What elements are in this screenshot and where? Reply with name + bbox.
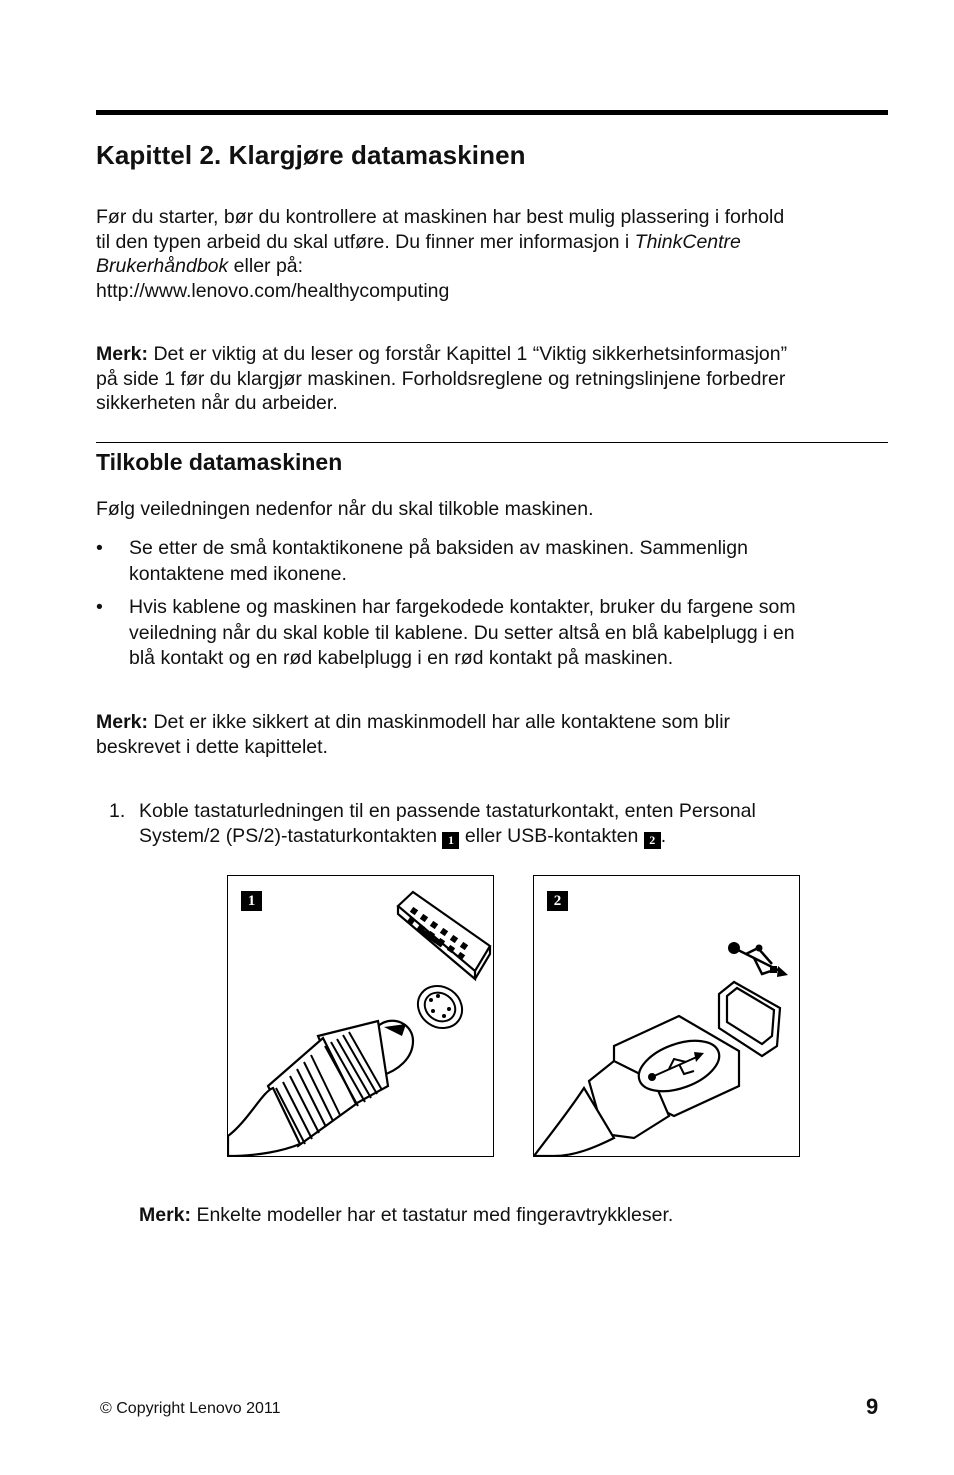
intro-text-2: eller på: [228, 255, 304, 277]
note-1-label: Merk: [96, 343, 149, 365]
figure-badge-1: 1 [241, 891, 262, 911]
intro-paragraph [96, 205, 896, 303]
note-3-text: Enkelte modeller har et tastatur med fingeravtrykkleser. [191, 1204, 674, 1226]
page-number: 9 [866, 1394, 879, 1419]
figure-usb [533, 875, 800, 1157]
step-1-line-2 [139, 824, 869, 849]
footer-copyright: © Copyright Lenovo 2011 [100, 1400, 281, 1417]
note-1-line-2: på side 1 før du klargjør maskinen. Forholdsreglene og retningslinjene forbedrer [96, 367, 786, 390]
note-1-line-1 [96, 342, 896, 367]
intro-text: til den typen arbeid du skal utføre. Du finner mer informasjon i [96, 230, 635, 253]
chapter-title: Kapittel 2. Klargjøre datamaskinen [96, 140, 526, 170]
note-2-text: Det er ikke sikkert at din maskinmodell har alle kontaktene som blir [148, 711, 731, 733]
step-1-text-b: eller USB-kontakten [459, 824, 644, 847]
note-2 [96, 710, 896, 759]
note-1-text: Det er viktig at du leser og forstår Kapittel 1 “Viktig sikkerhetsinformasjon” [148, 343, 788, 365]
top-rule [96, 110, 888, 115]
intro-line-2 [96, 230, 896, 255]
note-3-label: Merk: [139, 1204, 192, 1226]
step-number: 1. [109, 800, 126, 822]
list-item-line: blå kontakt og en rød kabelplugg i en rød kontakt på maskinen. [129, 647, 674, 669]
intro-italic-title: ThinkCentre [634, 230, 741, 253]
list-item-line: Se etter de små kontaktikonene på baksiden av maskinen. Sammenlign [129, 537, 748, 559]
section-intro: Følg veiledningen nedenfor når du skal tilkoble maskinen. [96, 498, 594, 520]
step-1 [109, 799, 869, 849]
intro-italic-title-2: Brukerhåndbok [96, 255, 229, 277]
bullet-list [96, 536, 896, 680]
intro-line-1: Før du starter, bør du kontrollere at maskinen har best mulig plassering i forhold [96, 206, 785, 228]
usb-connector-icon [534, 876, 799, 1156]
note-2-label: Merk: [96, 711, 149, 733]
note-3 [139, 1203, 673, 1228]
step-1-text [109, 799, 869, 849]
note-1 [96, 342, 896, 416]
step-1-text-end: . [660, 824, 667, 847]
step-1-line-1: Koble tastaturledningen til en passende tastaturkontakt, enten Personal [139, 800, 756, 822]
ps2-keyboard-connector-icon [228, 876, 493, 1156]
figure-ps2 [227, 875, 494, 1157]
note-1-line-3: sikkerheten når du arbeider. [96, 392, 338, 414]
note-2-line-2: beskrevet i dette kapittelet. [96, 735, 328, 758]
bullet-symbol: • [96, 537, 103, 559]
intro-line-3 [96, 254, 896, 279]
section-title: Tilkoble datamaskinen [96, 449, 343, 475]
list-item [96, 536, 896, 587]
callout-2: 2 [644, 832, 661, 849]
figure-badge-2: 2 [547, 891, 568, 911]
bullet-symbol: • [96, 596, 103, 618]
callout-1: 1 [442, 832, 459, 849]
list-item-line: kontaktene med ikonene. [129, 562, 347, 585]
list-item [96, 595, 896, 672]
step-1-text-a: System/2 (PS/2)-tastaturkontakten [139, 824, 443, 847]
list-item-line: veiledning når du skal koble til kablene. Du setter altså en blå kabelplugg i en [129, 621, 795, 644]
note-2-line-1 [96, 710, 896, 735]
intro-url-link[interactable]: http://www.lenovo.com/healthycomputing [96, 279, 450, 302]
list-item-line: Hvis kablene og maskinen har fargekodede kontakter, bruker du fargene som [129, 596, 796, 618]
section-rule [96, 442, 888, 443]
